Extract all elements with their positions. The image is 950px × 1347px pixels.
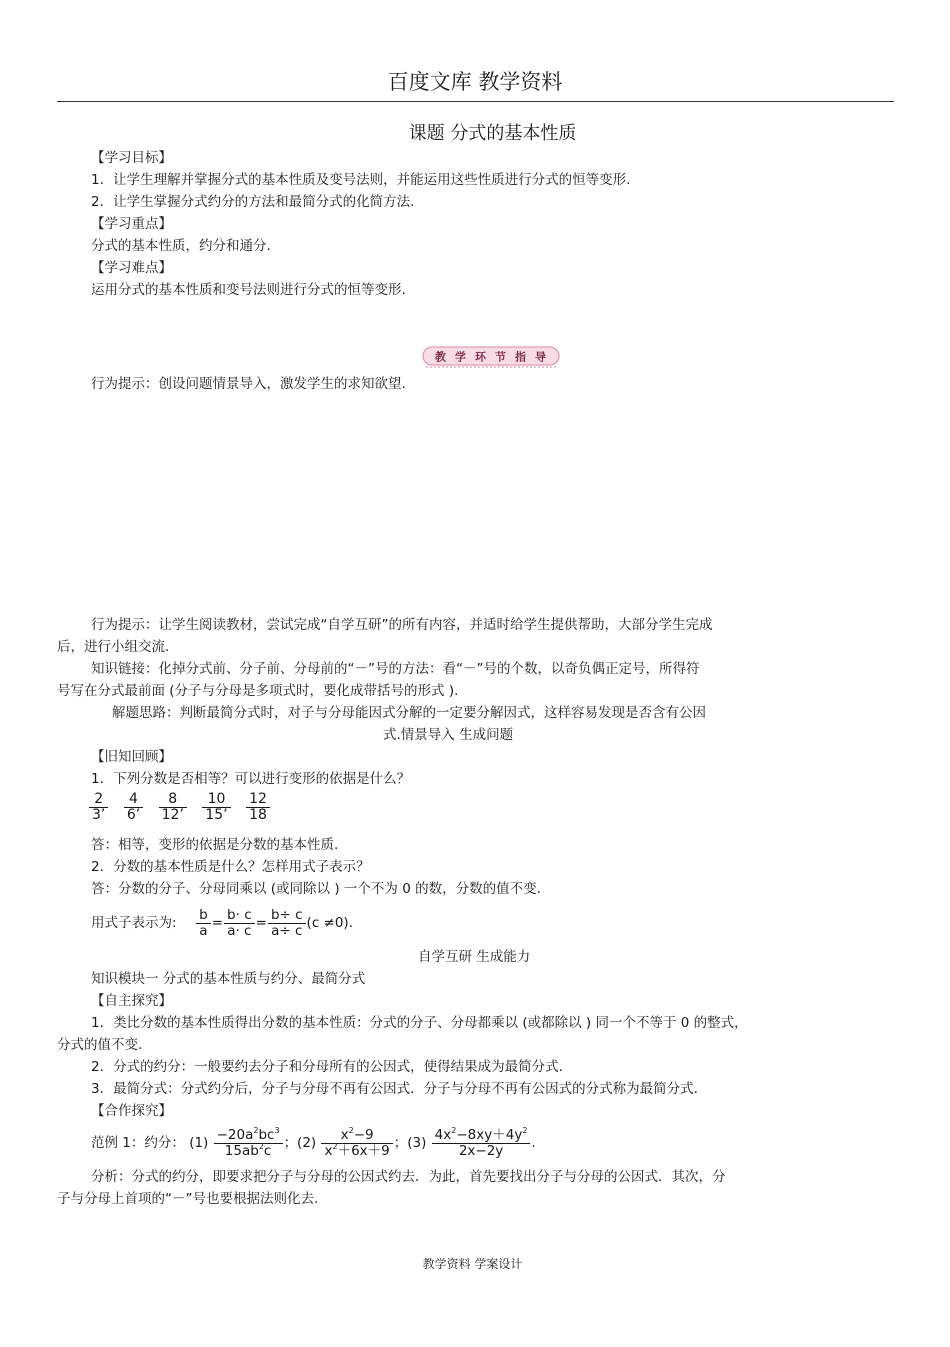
document-title: 课题 分式的基本性质 [408, 123, 577, 144]
self-study-section-title: 自学互研 生成能力 [418, 949, 531, 965]
fraction [124, 792, 143, 823]
denominator: $x^2+6x+9$ [324, 1141, 390, 1159]
denominator: 12’ [161, 807, 184, 823]
banner-char: 学 [455, 350, 466, 364]
denominator: a· c [227, 922, 252, 939]
explore-item-3: 3．最简分式：分式约分后，分子与分母不再有公因式．分子与分母不再有公因式的分式称为最简分式. [91, 1081, 698, 1097]
numerator: b÷ c [268, 908, 306, 924]
review-answer-2: 答：分数的分子、分母同乘以 (或同除以 ) 一个不为 0 的数，分数的值不变. [91, 881, 541, 897]
formula-fraction-2 [224, 908, 255, 939]
review-question-1: 1．下列分数是否相等？可以进行变形的依据是什么？ [91, 771, 411, 787]
formula-fraction-1 [196, 908, 211, 939]
numerator: 2 [89, 792, 108, 808]
fraction [202, 792, 230, 823]
denominator: $15ab^2c$ [224, 1141, 272, 1159]
review-question-2: 2．分数的基本性质是什么？怎样用式子表示？ [91, 859, 370, 875]
fraction-list [88, 792, 271, 823]
goal-2: 2．让学生掌握分式约分的方法和最简分式的化简方法. [91, 194, 415, 210]
formula-fraction-3 [268, 908, 306, 939]
banner-graphic [422, 346, 560, 368]
banner-char: 教 [435, 350, 446, 364]
denominator: 6’ [126, 807, 141, 823]
teaching-guide-banner [422, 346, 560, 368]
example-fraction-1 [214, 1125, 283, 1159]
numerator: 8 [159, 792, 187, 808]
solution-idea-line1: 解题思路：判断最简分式时，对子与分母能因式分解的一定要分解因式，这样容易发现是否含有公因 [112, 705, 706, 721]
example-fraction-3 [432, 1125, 531, 1159]
knowledge-link-line2: 号写在分式最前面 (分子与分母是多项式时，要化成带括号的形式 ). [57, 683, 459, 699]
review-answer-1: 答：相等，变形的依据是分数的基本性质. [91, 837, 339, 853]
page-footer: 教学资料 学案设计 [422, 1257, 523, 1271]
fraction [89, 792, 108, 823]
difficulty-heading: 【学习难点】 [91, 260, 172, 276]
denominator: 18 [249, 807, 267, 823]
denominator: 2x−2y [458, 1142, 504, 1159]
denominator: 3’ [92, 807, 106, 823]
knowledge-module-title: 知识模块一 分式的基本性质与约分、最简分式 [91, 971, 366, 987]
denominator: 15’ [205, 807, 228, 823]
analysis-line1: 分析：分式的约分，即要求把分子与分母的公因式约去．为此，首先要找出分子与分母的公因式．其次，分 [91, 1169, 726, 1185]
banner-char: 导 [535, 350, 546, 364]
example-end: . [531, 1135, 536, 1151]
behavior-hint-1: 行为提示：创设问题情景导入，激发学生的求知欲望. [91, 376, 406, 392]
denominator: a÷ c [271, 922, 303, 939]
key-heading: 【学习重点】 [91, 216, 172, 232]
example-fraction-2 [321, 1125, 392, 1159]
behavior-hint-2-line1: 行为提示：让学生阅读教材，尝试完成“自学互研”的所有内容，并适时给学生提供帮助，大部分学生完成 [91, 617, 713, 633]
fraction [246, 792, 270, 823]
example-label: 范例 1：约分： [91, 1135, 185, 1151]
explore-item-1-line2: 分式的值不变. [57, 1037, 143, 1053]
numerator: $x^2-9$ [321, 1128, 392, 1144]
behavior-hint-2-line2: 后，进行小组交流. [57, 639, 170, 655]
numerator: b· c [224, 908, 255, 924]
part-2-label: ；(2) [283, 1135, 317, 1151]
knowledge-link-line1: 知识链接：化掉分式前、分子前、分母前的“－”号的方法：看“－”号的个数，以奇负偶正定号，所得符 [91, 661, 700, 677]
goal-1: 1．让学生理解并掌握分式的基本性质及变号法则，并能运用这些性质进行分式的恒等变形. [91, 172, 631, 188]
explore-item-1-line1: 1．类比分数的基本性质得出分数的基本性质：分式的分子、分母都乘以 (或都除以 ) 同一个不等于 0 的整式， [91, 1015, 748, 1031]
denominator: a [199, 922, 208, 939]
formula-condition: (c ≠0). [306, 915, 353, 931]
review-heading: 【旧知回顾】 [91, 749, 172, 765]
difficulty-text: 运用分式的基本性质和变号法则进行分式的恒等变形. [91, 282, 406, 298]
banner-char: 节 [495, 350, 506, 364]
example-1-row [91, 1124, 536, 1162]
explore-item-2: 2．分式的约分：一般要约去分子和分母所有的公因式，使得结果成为最简分式. [91, 1059, 563, 1075]
numerator: 10 [202, 792, 230, 808]
banner-char: 环 [475, 350, 486, 364]
cooperative-explore-heading: 【合作探究】 [91, 1103, 172, 1119]
goals-heading: 【学习目标】 [91, 150, 172, 166]
self-explore-heading: 【自主探究】 [91, 993, 172, 1009]
part-1-label: (1) [189, 1135, 209, 1151]
formula-row: 用式子表示为: $\frac{b}{a}$ = $\frac{b\cdot c}{a\cdot c}$ = $\frac{b\div c}{a\div c}$ (c ≠0). [91, 906, 353, 939]
analysis-line2: 子与分母上首项的“－”号也要根据法则化去. [57, 1191, 319, 1207]
solution-idea-line2: 式.情景导入 生成问题 [383, 727, 514, 743]
numerator: $-20a^2bc^3$ [214, 1128, 283, 1144]
numerator: 4 [124, 792, 143, 808]
part-3-label: ；(3) [393, 1135, 427, 1151]
fraction [159, 792, 187, 823]
numerator: $4x^2-8xy+4y^2$ [432, 1128, 531, 1144]
page-header: 百度文库 教学资料 [387, 70, 563, 94]
numerator: b [196, 908, 211, 924]
banner-char: 指 [515, 350, 526, 364]
header-divider [57, 101, 894, 102]
formula-label: 用式子表示为: [91, 915, 177, 931]
key-text: 分式的基本性质，约分和通分. [91, 238, 271, 254]
numerator: 12 [246, 792, 270, 808]
